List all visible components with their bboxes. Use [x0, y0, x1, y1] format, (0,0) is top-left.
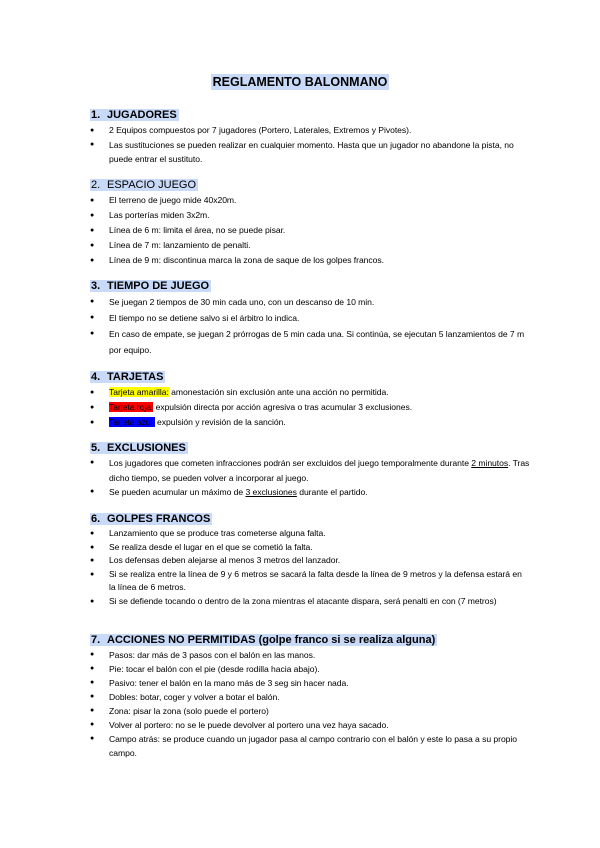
list-item: ● Las porterías miden 3x2m. [90, 208, 530, 223]
section-heading: 5. EXCLUSIONES [91, 442, 186, 454]
list-item: ● Lanzamiento que se produce tras cometerse alguna falta. [90, 527, 530, 541]
list-item-red-card: ● Tarjeta roja: expulsión directa por acción agresiva o tras acumular 3 exclusiones. [90, 400, 530, 415]
section-heading: 3. TIEMPO DE JUEGO [91, 280, 210, 292]
list-item: ● Se realiza desde el lugar en el que se cometió la falta. [90, 541, 530, 555]
list-item: ● Si se defiende tocando o dentro de la zona mientras el atacante dispara, será penalti en con (7 metros) [90, 595, 530, 609]
list-item: ● Pasos: dar más de 3 pasos con el balón en las manos. [90, 648, 530, 662]
list-item: ● Zona: pisar la zona (solo puede el portero) [90, 704, 530, 718]
section-heading: 4. TARJETAS [91, 371, 164, 383]
list-item: ● Pasivo: tener el balón en la mano más de 3 seg sin hacer nada. [90, 676, 530, 690]
section-heading: 7. ACCIONES NO PERMITIDAS (golpe franco si se realiza alguna) [91, 634, 436, 646]
section-golpes-francos [90, 512, 530, 608]
list-item: ● Campo atrás: se produce cuando un jugador pasa al campo contrario con el balón y este lo pasa a su propio campo. [90, 732, 530, 760]
list-item-yellow-card: ● Tarjeta amarilla: amonestación sin exclusión ante una acción no permitida. [90, 385, 530, 400]
list-item: ● 2 Equipos compuestos por 7 jugadores (Portero, Laterales, Extremos y Pivotes). [90, 123, 530, 138]
list-item: ● El terreno de juego mide 40x20m. [90, 193, 530, 208]
red-card-label: Tarjeta roja: [109, 402, 154, 412]
section-acciones-no-permitidas [90, 633, 530, 760]
list-item: ● Si se realiza entre la línea de 9 y 6 metros se sacará la falta desde la línea de 9 metros y la defensa estará en la línea de 6 metros. [90, 568, 530, 595]
section-tarjetas [90, 370, 530, 430]
document-title-block [0, 73, 600, 91]
section-espacio-juego [90, 178, 530, 268]
list-item: ● Volver al portero: no se le puede devolver al portero una vez haya sacado. [90, 718, 530, 732]
list-item-blue-card: ● Tarjeta azul: expulsión y revisión de la sanción. [90, 415, 530, 430]
list-item: ● El tiempo no se detiene salvo si el árbitro lo indica. [90, 310, 530, 326]
list-item: ● Dobles: botar, coger y volver a botar el balón. [90, 690, 530, 704]
list-item: ● Los jugadores que cometen infracciones podrán ser excluidos del juego temporalmente durante 2 minutos. Tras dicho tiempo, se pueden volver a incorporar al juego. [90, 456, 530, 485]
blue-card-label: Tarjeta azul: [109, 417, 155, 427]
list-item: ● En caso de empate, se juegan 2 prórrogas de 5 min cada una. Si continúa, se ejecutan 5 lanzamientos de 7 m por equipo. [90, 326, 530, 358]
list-item: ● Se pueden acumular un máximo de 3 exclusiones durante el partido. [90, 485, 530, 500]
section-tiempo-juego [90, 279, 530, 358]
list-item: ● Pie: tocar el balón con el pie (desde rodilla hacia abajo). [90, 662, 530, 676]
section-exclusiones [90, 441, 530, 500]
section-heading: 2. ESPACIO JUEGO [91, 179, 197, 191]
document-title: REGLAMENTO BALONMANO [212, 75, 388, 89]
yellow-card-label: Tarjeta amarilla: [109, 387, 169, 397]
list-item: ● Los defensas deben alejarse al menos 3 metros del lanzador. [90, 554, 530, 568]
list-item: ● Se juegan 2 tiempos de 30 min cada uno, con un descanso de 10 min. [90, 294, 530, 310]
section-jugadores [90, 108, 530, 166]
section-heading: 6. GOLPES FRANCOS [91, 513, 211, 525]
section-heading: 1. JUGADORES [91, 109, 177, 121]
list-item: ● Las sustituciones se pueden realizar en cualquier momento. Hasta que un jugador no abandone la pista, no puede entrar el sustituto. [90, 138, 530, 166]
list-item: ● Línea de 9 m: discontinua marca la zona de saque de los golpes francos. [90, 253, 530, 268]
list-item: ● Línea de 7 m: lanzamiento de penalti. [90, 238, 530, 253]
list-item: ● Línea de 6 m: limita el área, no se puede pisar. [90, 223, 530, 238]
